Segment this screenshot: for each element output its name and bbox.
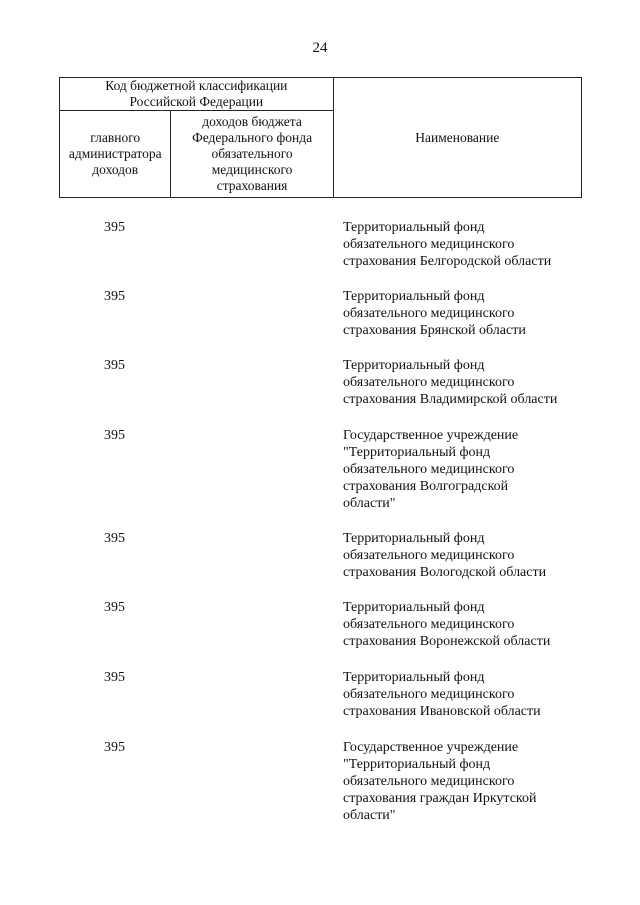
admin-code: 395 <box>104 220 125 235</box>
admin-code: 395 <box>104 531 125 546</box>
admin-code: 395 <box>104 358 125 373</box>
admin-header-line: администратора <box>68 146 162 161</box>
fund-name-line: страхования Владимирской области <box>343 392 558 407</box>
fund-name <box>343 427 593 512</box>
admin-code: 395 <box>104 428 125 443</box>
fund-name-line: "Территориальный фонд <box>343 445 491 460</box>
fund-name-line: Территориальный фонд <box>343 220 485 235</box>
fund-name-line: Территориальный фонд <box>343 289 485 304</box>
income-header-line: доходов бюджета <box>202 114 302 129</box>
income-column-header <box>171 111 333 198</box>
income-header-line: страхования <box>216 178 288 193</box>
fund-name-line: страхования Вологодской области <box>343 565 547 580</box>
income-header-line: медицинского <box>211 162 293 177</box>
fund-name-line: области" <box>343 496 396 511</box>
fund-name-line: страхования Белгородской области <box>343 254 552 269</box>
fund-list <box>0 219 640 829</box>
fund-name-line: обязательного медицинского <box>343 687 515 702</box>
fund-name <box>343 288 593 339</box>
fund-name <box>343 669 593 720</box>
fund-name-line: Государственное учреждение <box>343 740 519 755</box>
fund-name-line: обязательного медицинского <box>343 774 515 789</box>
fund-name-line: Территориальный фонд <box>343 600 485 615</box>
fund-row <box>0 530 640 599</box>
fund-name-line: обязательного медицинского <box>343 548 515 563</box>
income-header-line: обязательного <box>211 146 293 161</box>
fund-name-line: обязательного медицинского <box>343 306 515 321</box>
fund-name-line: области" <box>343 808 396 823</box>
fund-name <box>343 599 593 650</box>
fund-name <box>343 739 593 824</box>
fund-row <box>0 599 640 669</box>
income-header-line: Федерального фонда <box>192 130 313 145</box>
fund-name <box>343 219 593 270</box>
group-title-line: Код бюджетной классификации <box>105 78 288 93</box>
fund-name-line: страхования граждан Иркутской <box>343 791 537 806</box>
fund-row <box>0 357 640 427</box>
admin-code: 395 <box>104 740 125 755</box>
fund-row <box>0 427 640 530</box>
fund-name-line: обязательного медицинского <box>343 617 515 632</box>
admin-header-line: главного <box>90 130 141 145</box>
fund-row <box>0 739 640 829</box>
name-column-label: Наименование <box>415 129 500 145</box>
admin-code: 395 <box>104 600 125 615</box>
fund-name-line: страхования Волгоградской <box>343 479 509 494</box>
fund-name-line: страхования Воронежской области <box>343 634 551 649</box>
fund-name <box>343 357 593 408</box>
fund-name-line: страхования Брянской области <box>343 323 526 338</box>
admin-column-header <box>60 111 171 198</box>
fund-name-line: обязательного медицинского <box>343 375 515 390</box>
fund-name-line: Территориальный фонд <box>343 670 485 685</box>
fund-row <box>0 219 640 288</box>
fund-name-line: Территориальный фонд <box>343 531 485 546</box>
fund-name <box>343 530 593 581</box>
fund-name-line: Территориальный фонд <box>343 358 485 373</box>
fund-name-line: страхования Ивановской области <box>343 704 541 719</box>
fund-row <box>0 288 640 357</box>
classification-header-table <box>59 77 582 198</box>
fund-name-line: обязательного медицинского <box>343 237 515 252</box>
fund-name-line: Государственное учреждение <box>343 428 519 443</box>
admin-code: 395 <box>104 289 125 304</box>
classification-group-header <box>60 78 334 111</box>
admin-code: 395 <box>104 670 125 685</box>
group-title-line: Российской Федерации <box>129 94 264 109</box>
fund-name-line: обязательного медицинского <box>343 462 515 477</box>
fund-name-line: "Территориальный фонд <box>343 757 491 772</box>
admin-header-line: доходов <box>92 162 139 177</box>
fund-row <box>0 669 640 739</box>
page-number: 24 <box>312 40 328 56</box>
name-column-header <box>333 78 581 198</box>
